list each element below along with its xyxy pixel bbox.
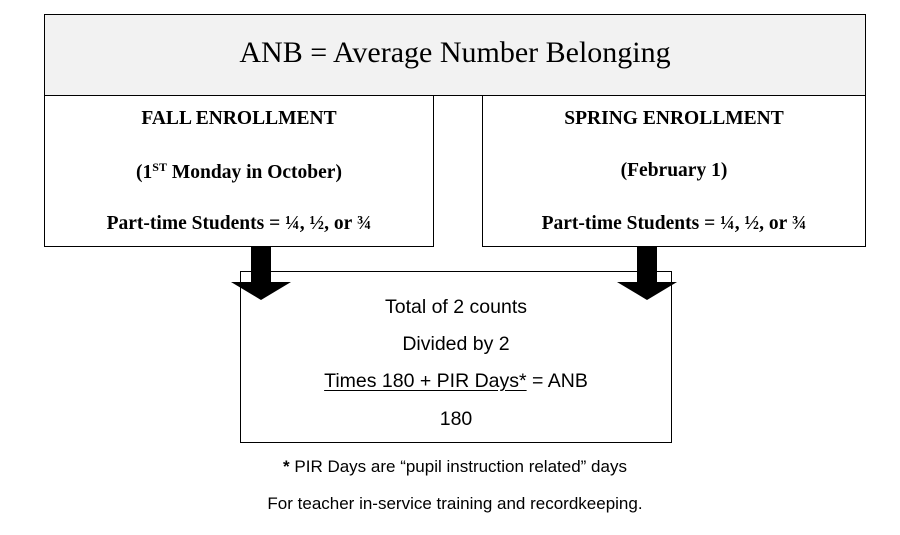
fall-part-time: Part-time Students = ¼, ½, or ¾ (106, 213, 372, 234)
fall-date-suffix: Monday in October) (166, 162, 342, 183)
spring-part-time: Part-time Students = ¼, ½, or ¾ (541, 213, 807, 234)
calc-total-line: Total of 2 counts (384, 296, 527, 318)
calc-denominator: 180 (439, 408, 473, 430)
footnote-line-1 (10, 457, 900, 477)
footnote-marker: * (283, 457, 290, 476)
down-arrow-right-icon (617, 246, 677, 300)
footnote-text-1: PIR Days are “pupil instruction related” days (289, 457, 627, 476)
fall-date-superscript: ST (152, 160, 167, 174)
spring-heading: SPRING ENROLLMENT (564, 108, 784, 129)
fall-enrollment-box (44, 95, 434, 247)
calc-formula-line (241, 370, 671, 393)
fall-heading: FALL ENROLLMENT (141, 108, 337, 129)
fall-date-prefix: (1 (136, 162, 153, 183)
spring-enrollment-box (482, 95, 866, 247)
calc-equals: = ANB (526, 370, 588, 392)
footnote-line-2: For teacher in-service training and recordkeeping. (267, 494, 643, 513)
down-arrow-left-icon (231, 246, 291, 300)
spring-date: (February 1) (620, 160, 728, 181)
calculation-box (240, 271, 672, 443)
fall-date (45, 160, 433, 184)
calc-divided-line: Divided by 2 (402, 333, 510, 355)
calc-numerator: Times 180 + PIR Days* (324, 370, 527, 392)
title-box (44, 14, 866, 96)
diagram-title: ANB = Average Number Belonging (239, 36, 671, 69)
